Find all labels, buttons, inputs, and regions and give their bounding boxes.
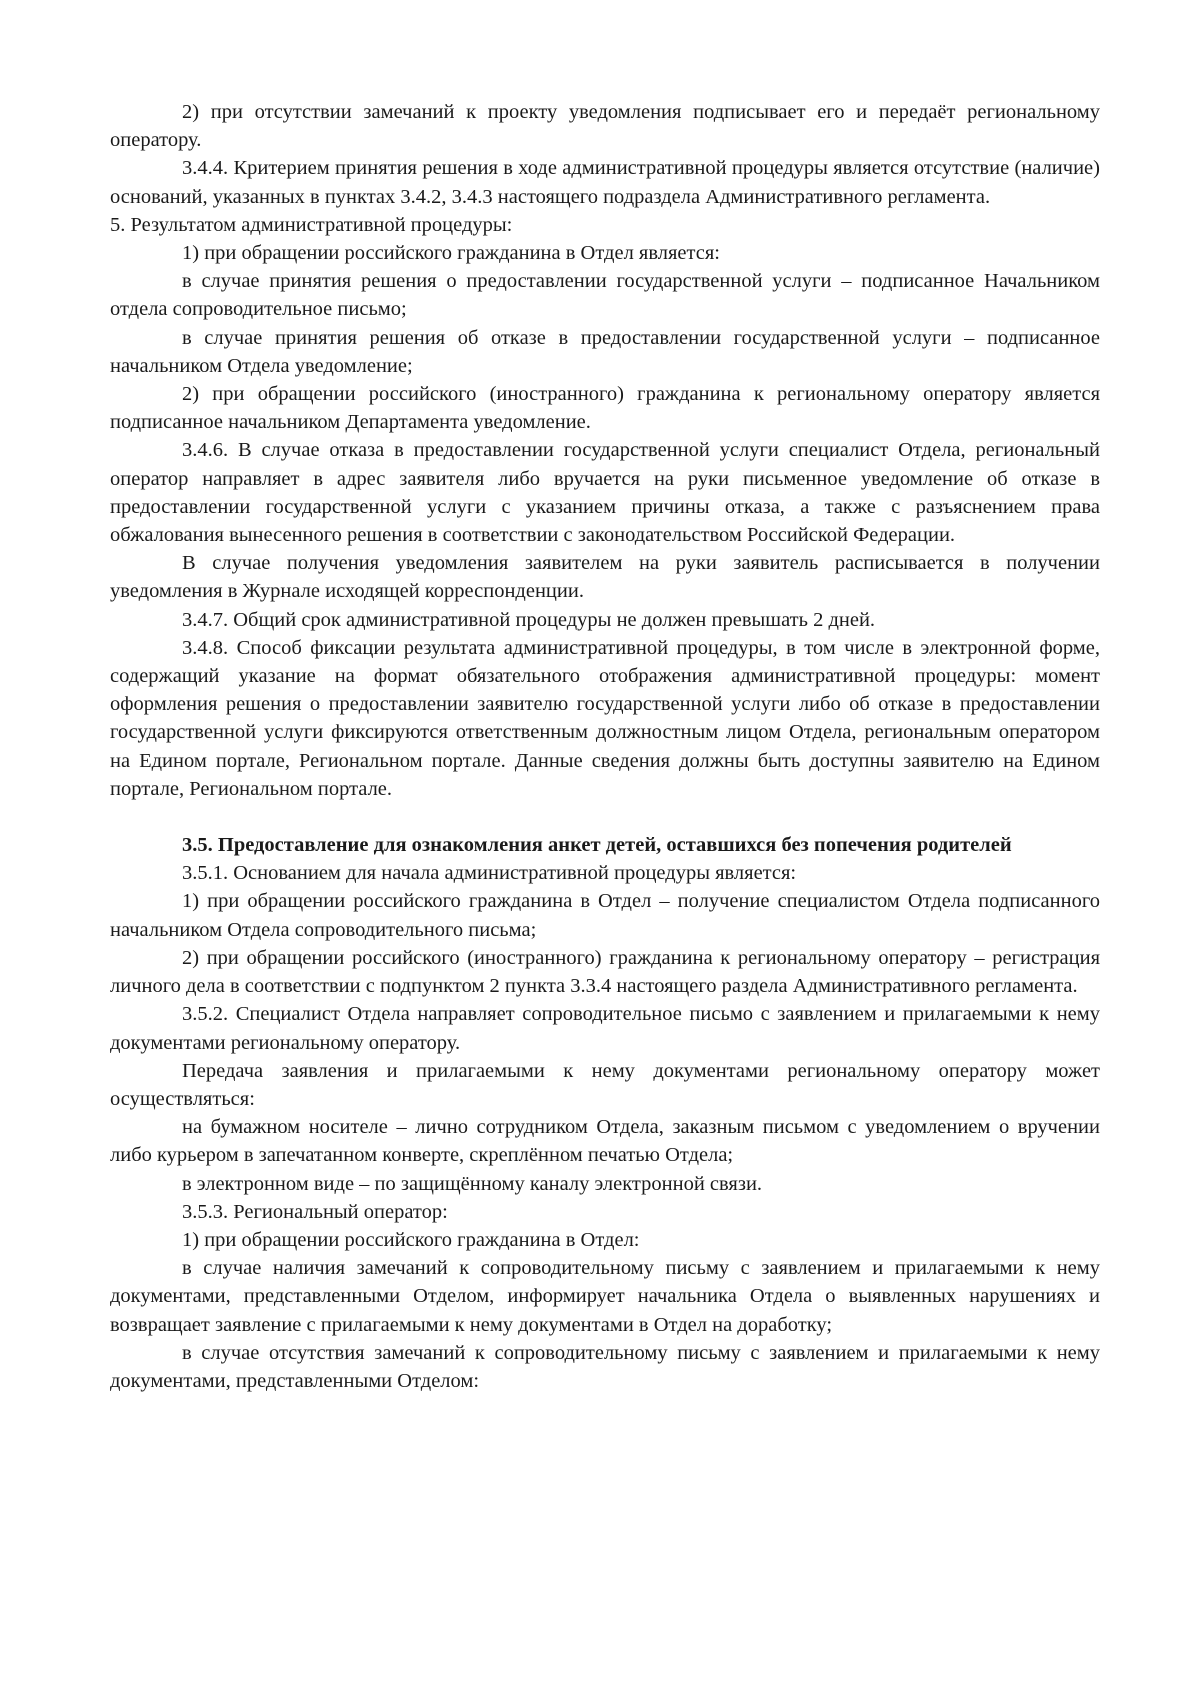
paragraph: в случае принятия решения о предоставлении государственной услуги – подписанное Начальником отдела сопроводительное письмо; <box>110 270 1100 321</box>
paragraph: 1) при обращении российского гражданина в Отдел: <box>182 1228 640 1251</box>
paragraph: 5. Результатом административной процедуры: <box>110 213 513 236</box>
document-page <box>110 98 1100 1395</box>
paragraph: 3.4.6. В случае отказа в предоставлении государственной услуги специалист Отдела, региональный оператор направляет в адрес заявителя либо вручается на руки письменное уведомление об отказе в предоставлении государственной услуги с указанием причины отказа, а также с разъяснением права обжалования вынесенного решения в соответствии с законодательством Российской Федерации. <box>110 439 1100 547</box>
paragraph: в случае принятия решения об отказе в предоставлении государственной услуги – подписанное начальником Отдела уведомление; <box>110 326 1100 377</box>
paragraph: в случае наличия замечаний к сопроводительному письму с заявлением и прилагаемыми к нему документами, представленными Отделом, информирует начальника Отдела о выявленных нарушениях и возвращает заявление с прилагаемыми к нему документами в Отдел на доработку; <box>110 1257 1100 1336</box>
paragraph: 2) при обращении российского (иностранного) гражданина к региональному оператору – регистрация личного дела в соответствии с подпунктом 2 пункта 3.3.4 настоящего раздела Административного регламента. <box>110 946 1100 998</box>
paragraph: 2) при отсутствии замечаний к проекту уведомления подписывает его и передаёт региональному оператору. <box>110 101 1100 152</box>
paragraph: 3.4.4. Критерием принятия решения в ходе административной процедуры является отсутствие (наличие) оснований, указанных в пунктах 3.4.2, 3.4.3 настоящего подраздела Административного регламента. <box>110 157 1100 208</box>
paragraph: В случае получения уведомления заявителем на руки заявитель расписывается в получении уведомления в Журнале исходящей корреспонденции. <box>110 552 1100 603</box>
paragraph: 1) при обращении российского гражданина в Отдел является: <box>182 242 720 265</box>
paragraph: 3.4.8. Способ фиксации результата административной процедуры, в том числе в электронной форме, содержащий указание на формат обязательного отображения административной процедуры: момент оформления решения о предоставлении заявителю государственной услуги либо об отказе в предоставлении государственной услуги фиксируются ответственным должностным лицом Отдела, региональным оператором на Едином портале, Региональном портале. Данные сведения должны быть доступны заявителю на Едином портале, Региональном портале. <box>110 636 1100 800</box>
paragraph: 3.5.3. Региональный оператор: <box>182 1200 448 1223</box>
paragraph: 3.4.7. Общий срок административной процедуры не должен превышать 2 дней. <box>182 608 876 631</box>
section-heading: 3.5. Предоставление для ознакомления анкет детей, оставшихся без попечения родителей <box>182 834 1012 857</box>
paragraph: в случае отсутствия замечаний к сопроводительному письму с заявлением и прилагаемыми к нему документами, представленными Отделом: <box>110 1341 1100 1392</box>
paragraph: на бумажном носителе – лично сотрудником Отдела, заказным письмом с уведомлением о вручении либо курьером в запечатанном конверте, скреплённом печатью Отдела; <box>110 1116 1100 1167</box>
paragraph: 1) при обращении российского гражданина в Отдел – получение специалистом Отдела подписанного начальником Отдела сопроводительного письма; <box>110 890 1100 941</box>
paragraph: 3.5.1. Основанием для начала административной процедуры является: <box>182 862 797 885</box>
paragraph: Передача заявления и прилагаемыми к нему документами региональному оператору может осуществляться: <box>110 1059 1100 1110</box>
paragraph: в электронном виде – по защищённому каналу электронной связи. <box>182 1172 763 1195</box>
paragraph: 3.5.2. Специалист Отдела направляет сопроводительное письмо с заявлением и прилагаемыми к нему документами региональному оператору. <box>110 1003 1100 1054</box>
paragraph: 2) при обращении российского (иностранного) гражданина к региональному оператору является подписанное начальником Департамента уведомление. <box>110 383 1100 434</box>
